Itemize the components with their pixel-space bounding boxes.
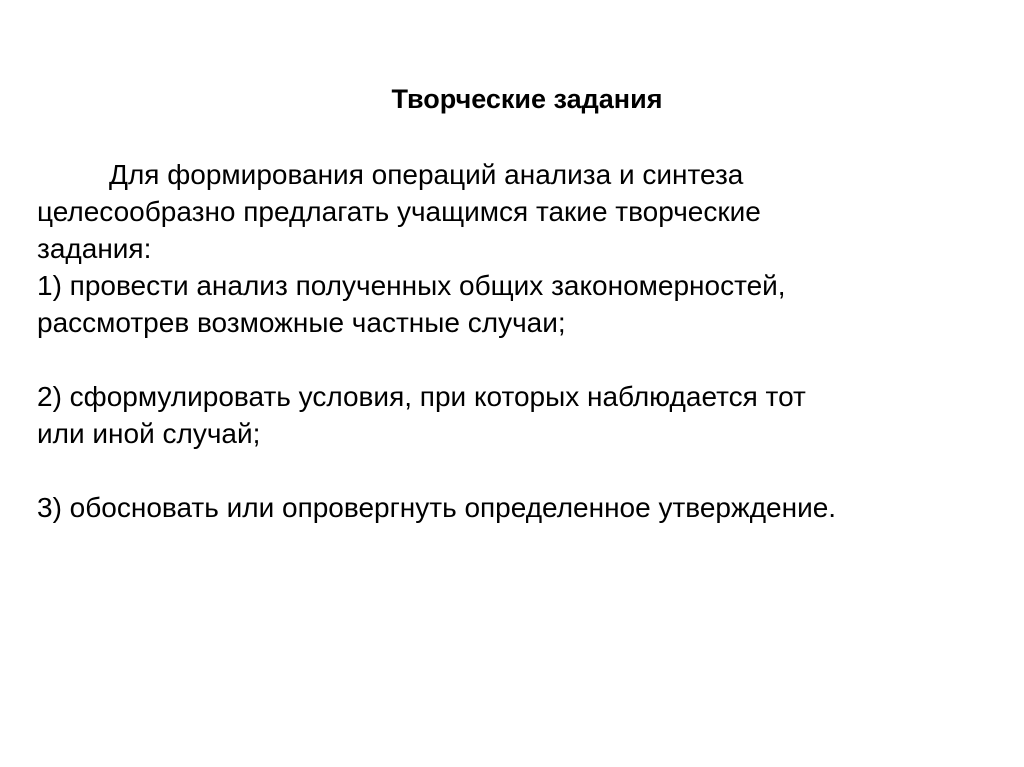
slide-body [37, 156, 1017, 526]
intro-line-2: целесообразно предлагать учащимся такие творческие [37, 196, 761, 227]
intro-line-1: Для формирования операций анализа и синтеза [109, 159, 744, 190]
item-1-line-2: рассмотрев возможные частные случаи; [37, 307, 566, 338]
slide-title: Творческие задания [391, 84, 663, 114]
item-2-line-2: или иной случай; [37, 418, 261, 449]
item-2-line-1: 2) сформулировать условия, при которых наблюдается тот [37, 381, 806, 412]
paragraph-spacer [37, 341, 1017, 378]
intro-line-3: задания: [37, 233, 152, 264]
item-1-line-1: 1) провести анализ полученных общих закономерностей, [37, 270, 786, 301]
item-3-line-1: 3) обосновать или опровергнуть определенное утверждение. [37, 492, 837, 523]
paragraph-spacer [37, 452, 1017, 489]
